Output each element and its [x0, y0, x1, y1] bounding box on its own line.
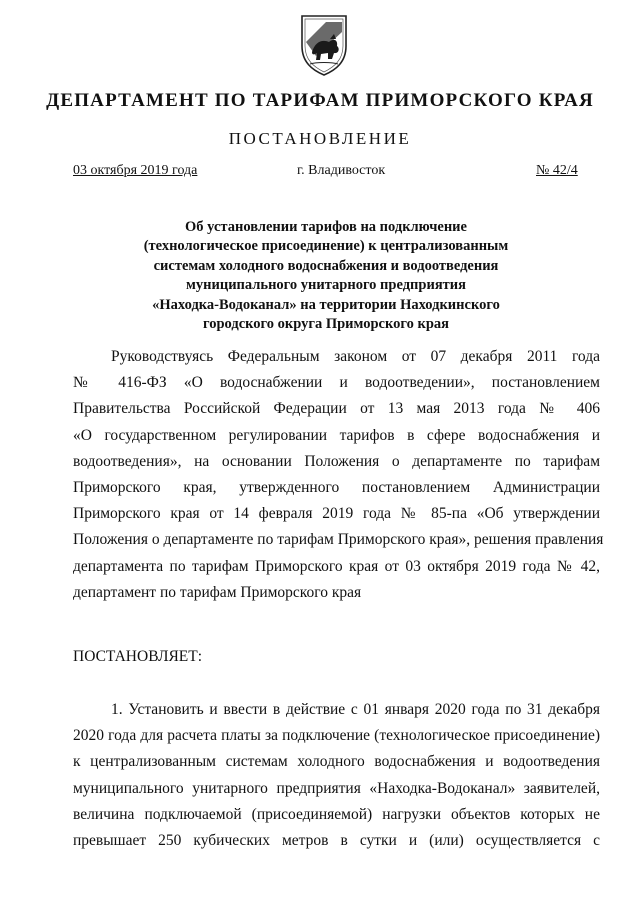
document-type: ПОСТАНОВЛЕНИЕ — [228, 129, 412, 148]
preamble-line: № 416-ФЗ «О водоснабжении и водоотведении», постановлением — [73, 374, 600, 392]
preamble-line: Правительства Российской Федерации от 13 мая 2013 года № 406 — [73, 400, 600, 418]
item-line: 2020 года для расчета платы за подключение (технологическое присоединение) — [73, 727, 600, 745]
preamble-paragraph — [73, 344, 604, 606]
preamble-line: «О государственном регулировании тарифов в сфере водоснабжения и — [73, 426, 600, 444]
preamble-line: департамента по тарифам Приморского края от 03 октября 2019 года № 42, — [73, 557, 600, 575]
document-title — [130, 218, 522, 334]
item-line: величина подключаемой (присоединяемой) нагрузки объектов которых не — [73, 805, 600, 823]
preamble-line: департамент по тарифам Приморского края — [73, 583, 362, 601]
title-line: городского округа Приморского края — [203, 316, 449, 333]
item-line: 1. Установить и ввести в действие с 01 января 2020 года по 31 декабря — [111, 701, 600, 718]
item-line: к централизованным системам холодного водоснабжения и водоотведения — [73, 753, 600, 771]
document-city: г. Владивосток — [297, 163, 386, 178]
preamble-line: Приморского края от 14 февраля 2019 года № 85-па «Об утверждении — [73, 505, 600, 523]
preamble-line: водоотведения», на основании Положения о департаменте по тарифам — [73, 452, 600, 470]
title-line: «Находка-Водоканал» на территории Находкинского — [152, 296, 500, 313]
title-line: системам холодного водоснабжения и водоотведения — [153, 257, 499, 274]
organization-name: ДЕПАРТАМЕНТ ПО ТАРИФАМ ПРИМОРСКОГО КРАЯ — [46, 90, 594, 111]
preamble-line: Приморского края, утвержденного постановлением Администрации — [73, 478, 600, 496]
coat-of-arms-emblem — [296, 12, 352, 78]
item-1-paragraph — [73, 697, 600, 854]
document-number: № 42/4 — [536, 163, 578, 178]
title-line: муниципального унитарного предприятия — [186, 277, 466, 294]
preamble-line: Руководствуясь Федеральным законом от 07 декабря 2011 года — [111, 348, 600, 365]
title-line: Об установлении тарифов на подключение — [185, 219, 467, 235]
item-line: превышает 250 кубических метров в сутки и (или) осуществляется с — [73, 831, 600, 849]
resolve-heading: ПОСТАНОВЛЯЕТ: — [73, 648, 203, 665]
item-line: муниципального унитарного предприятия «Находка-Водоканал» заявителей, — [73, 779, 600, 797]
preamble-line: Положения о департаменте по тарифам Приморского края», решения правления — [73, 531, 604, 549]
document-date: 03 октября 2019 года — [73, 163, 198, 178]
title-line: (технологическое присоединение) к централизованным — [143, 238, 509, 255]
